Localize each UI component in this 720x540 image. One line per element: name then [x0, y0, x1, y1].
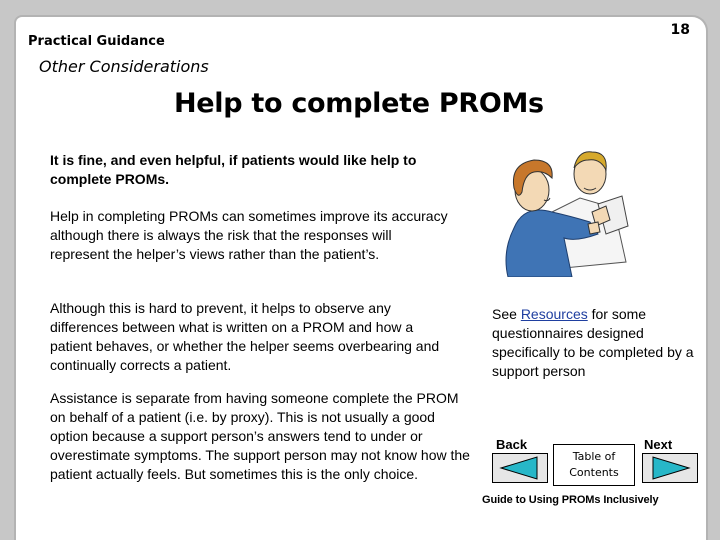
table-of-contents-button[interactable]: [553, 444, 635, 486]
toc-line-2: Contents: [569, 466, 619, 479]
page-title: Help to complete PROMs: [174, 88, 544, 119]
accuracy-paragraph: Help in completing PROMs can sometimes improve its accuracy although there is always the risk that the responses will represent the helper’s views rather than the patient’s.: [50, 208, 448, 262]
resources-prefix: See: [492, 306, 521, 322]
back-button[interactable]: [492, 453, 548, 483]
back-arrow-icon: [493, 454, 547, 482]
observe-paragraph: Although this is hard to prevent, it helps to observe any differences between what is written on a PROM and how a patient behaves, or whether the helper seems overbearing and continually corrects a patient.: [50, 300, 440, 373]
toc-line-1: Table of: [572, 450, 616, 463]
clinician-patient-illustration: [494, 142, 634, 277]
guide-footer: Guide to Using PROMs Inclusively: [482, 494, 659, 506]
resources-suffix: for some questionnaires designed specifically to be completed by a support person: [492, 306, 694, 379]
section-heading: Practical Guidance: [28, 34, 165, 49]
resources-link[interactable]: Resources: [520, 306, 588, 322]
subsection-heading: Other Considerations: [39, 57, 209, 76]
page-number: 18: [670, 22, 690, 38]
next-label: Next: [644, 437, 673, 452]
proxy-paragraph: Assistance is separate from having someone complete the PROM on behalf of a patient (i.e. by proxy). This is not usually a good option because a support person’s answers tend to under or overestimate symptoms. The support person may not know how the patient actually feels. But sometimes this is the only choice.: [50, 390, 470, 482]
next-arrow-icon: [643, 454, 697, 482]
next-button[interactable]: [642, 453, 698, 483]
resources-note: [492, 305, 697, 381]
intro-paragraph: It is fine, and even helpful, if patients would like help to complete PROMs.: [50, 152, 417, 187]
back-label: Back: [496, 437, 528, 452]
